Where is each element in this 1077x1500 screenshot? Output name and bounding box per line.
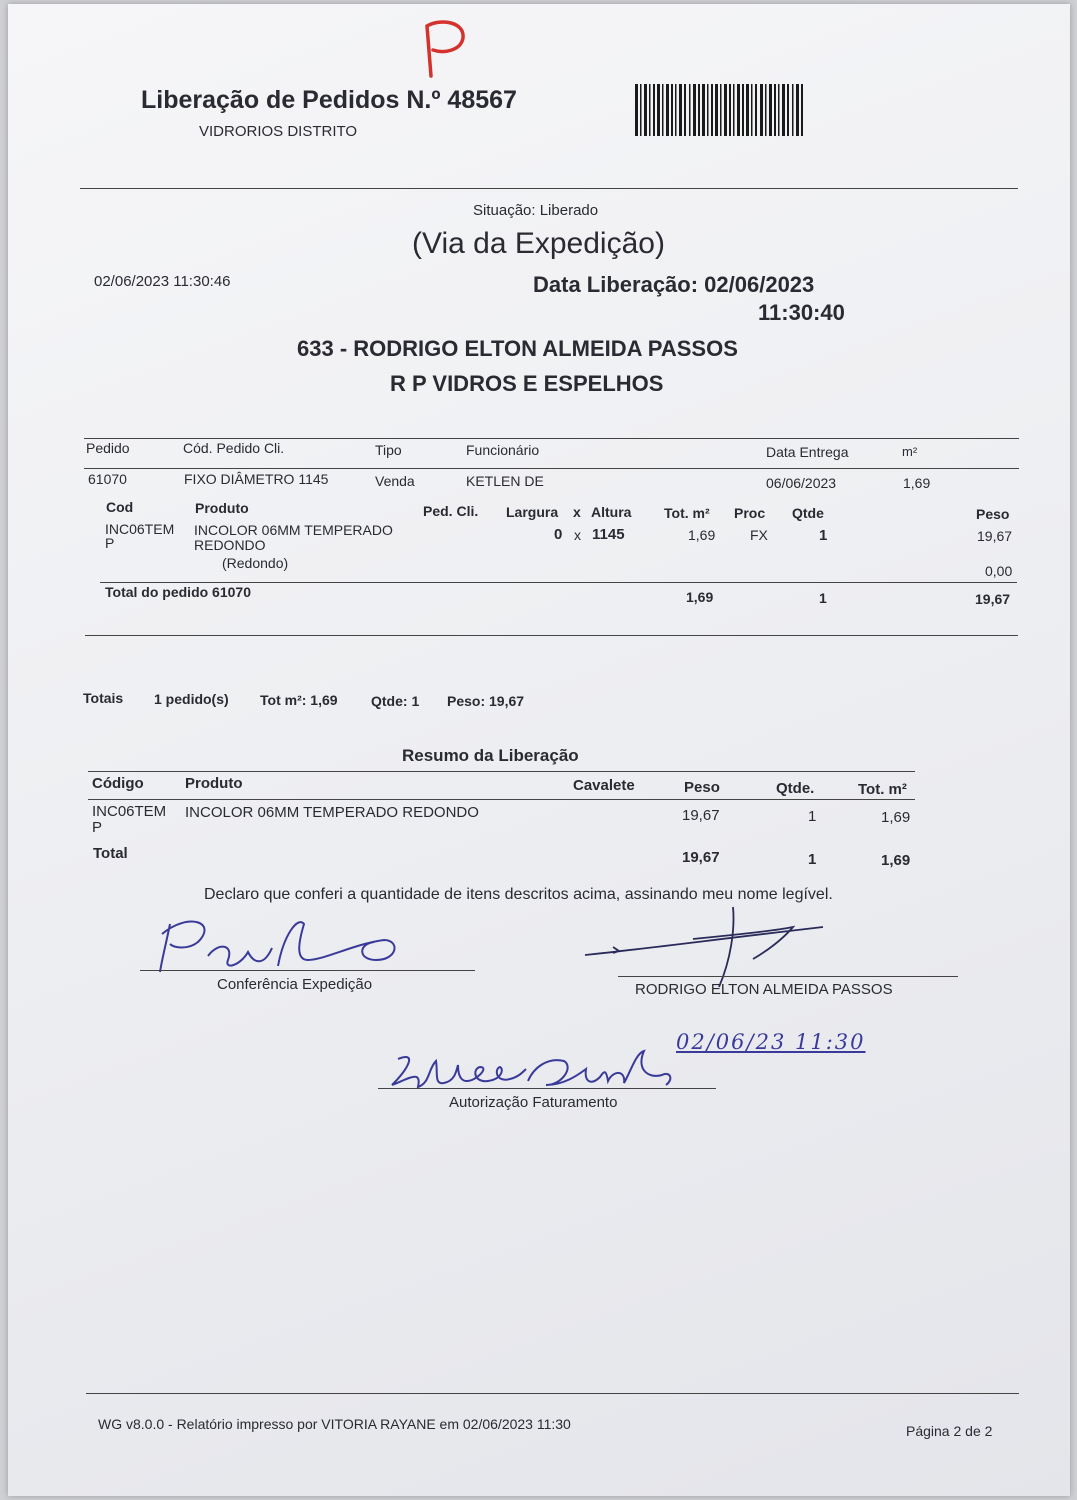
resumo-col-qtde: Qtde. — [776, 780, 815, 797]
autorizacao-signature — [378, 1039, 698, 1099]
order-total-qtde: 1 — [819, 590, 827, 606]
resumo-col-tot-m2: Tot. m² — [858, 781, 907, 798]
order-total-label: Total do pedido 61070 — [105, 584, 251, 600]
situacao: Situação: Liberado — [473, 202, 599, 219]
data-liberacao: Data Liberação: 02/06/2023 — [533, 272, 815, 297]
resumo-title: Resumo da Liberação — [402, 746, 579, 765]
col-data-entrega: Data Entrega — [766, 444, 849, 460]
order-funcionario: KETLEN DE — [466, 473, 544, 489]
order-m2: 1,69 — [903, 475, 931, 491]
order-total-peso: 19,67 — [975, 591, 1011, 607]
order-data-entrega: 06/06/2023 — [766, 475, 837, 491]
resumo-total-tot-m2: 1,69 — [881, 852, 911, 869]
resumo-total-qtde: 1 — [808, 851, 817, 868]
item-col-proc: Proc — [734, 505, 766, 521]
item-altura: 1145 — [592, 526, 625, 543]
client-signature-label: RODRIGO ELTON ALMEIDA PASSOS — [635, 981, 893, 998]
item-largura: 0 — [554, 526, 563, 543]
conferencia-signature-line — [140, 970, 475, 971]
item-tot-m2: 1,69 — [688, 527, 716, 543]
resumo-peso: 19,67 — [682, 807, 720, 824]
resumo-col-peso: Peso — [684, 779, 720, 796]
item-cod-line1: INC06TEM — [105, 521, 175, 537]
client-name: 633 - RODRIGO ELTON ALMEIDA PASSOS — [297, 336, 738, 361]
order-table-bottom-line — [85, 635, 1018, 636]
item-col-peso: Peso — [976, 506, 1010, 522]
item-col-largura: Largura — [506, 504, 559, 520]
footer-page-number: Página 2 de 2 — [906, 1423, 993, 1439]
totais-qtde: Qtde: 1 — [371, 693, 420, 709]
conferencia-signature — [148, 904, 418, 984]
document-sheet — [8, 4, 1070, 1496]
item-col-qtde: Qtde — [792, 505, 824, 521]
autorizacao-label: Autorização Faturamento — [449, 1094, 618, 1111]
handwritten-date: 02/06/23 11:30 — [676, 1030, 866, 1054]
col-tipo: Tipo — [375, 442, 402, 458]
resumo-produto: INCOLOR 06MM TEMPERADO REDONDO — [185, 804, 479, 821]
item-col-produto: Produto — [195, 500, 249, 516]
item-produto-line3: (Redondo) — [222, 555, 289, 571]
item-x: x — [574, 527, 581, 543]
totais-pedidos: 1 pedido(s) — [154, 691, 229, 707]
document-title: Liberação de Pedidos N.º 48567 — [141, 86, 517, 114]
col-funcionario: Funcionário — [466, 442, 540, 458]
item-peso-extra: 0,00 — [985, 563, 1013, 579]
totais-peso: Peso: 19,67 — [447, 693, 525, 709]
resumo-qtde: 1 — [808, 808, 817, 825]
order-tipo: Venda — [375, 473, 415, 489]
item-col-tot-m2: Tot. m² — [664, 505, 710, 521]
footer-line — [86, 1393, 1019, 1394]
client-company: R P VIDROS E ESPELHOS — [390, 371, 664, 396]
totais-tot-m2: Tot m²: 1,69 — [260, 692, 338, 708]
resumo-total-peso: 19,67 — [682, 849, 720, 866]
resumo-codigo-line2: P — [92, 819, 103, 836]
col-m2: m² — [902, 444, 918, 459]
item-col-x: x — [573, 504, 581, 520]
item-col-altura: Altura — [591, 504, 632, 520]
item-col-cod: Cod — [106, 499, 134, 515]
order-total-tot-m2: 1,69 — [686, 589, 714, 605]
barcode-icon — [635, 84, 803, 136]
resumo-top-line — [88, 771, 915, 772]
resumo-col-cavalete: Cavalete — [573, 777, 635, 794]
item-col-ped-cli: Ped. Cli. — [423, 503, 479, 519]
col-pedido: Pedido — [86, 440, 130, 456]
totais-label: Totais — [83, 690, 124, 706]
resumo-tot-m2: 1,69 — [881, 809, 911, 826]
col-cod-pedido-cli: Cód. Pedido Cli. — [183, 440, 285, 456]
data-liberacao-time: 11:30:40 — [758, 300, 845, 325]
item-qtde: 1 — [819, 527, 828, 544]
conferencia-label: Conferência Expedição — [217, 976, 373, 993]
via-label: (Via da Expedição) — [412, 227, 665, 260]
resumo-header-line — [88, 799, 915, 800]
resumo-total-label: Total — [93, 845, 128, 862]
header-divider — [80, 188, 1018, 189]
footer-printed-by: WG v8.0.0 - Relatório impresso por VITORIA RAYANE em 02/06/2023 11:30 — [98, 1416, 571, 1432]
resumo-col-produto: Produto — [185, 775, 243, 792]
resumo-col-codigo: Código — [92, 775, 144, 792]
print-datetime: 02/06/2023 11:30:46 — [94, 273, 231, 290]
client-signature-line — [618, 976, 958, 977]
company-name: VIDRORIOS DISTRITO — [199, 123, 358, 140]
item-total-line — [100, 582, 1017, 583]
item-peso: 19,67 — [977, 528, 1013, 544]
resumo-codigo-line1: INC06TEM — [92, 803, 167, 820]
item-produto-line1: INCOLOR 06MM TEMPERADO — [194, 522, 393, 538]
item-proc: FX — [750, 527, 768, 543]
order-pedido: 61070 — [88, 471, 127, 487]
declaration-text: Declaro que conferi a quantidade de itens descritos acima, assinando meu nome legível. — [204, 886, 833, 903]
order-cod-pedido-cli: FIXO DIÂMETRO 1145 — [184, 471, 329, 487]
item-produto-line2: REDONDO — [194, 537, 266, 553]
order-table-top-line — [84, 438, 1019, 439]
autorizacao-signature-line — [378, 1088, 716, 1089]
stamp-p-mark — [393, 14, 473, 84]
item-cod-line2: P — [105, 535, 115, 551]
order-header-line — [84, 468, 1019, 469]
